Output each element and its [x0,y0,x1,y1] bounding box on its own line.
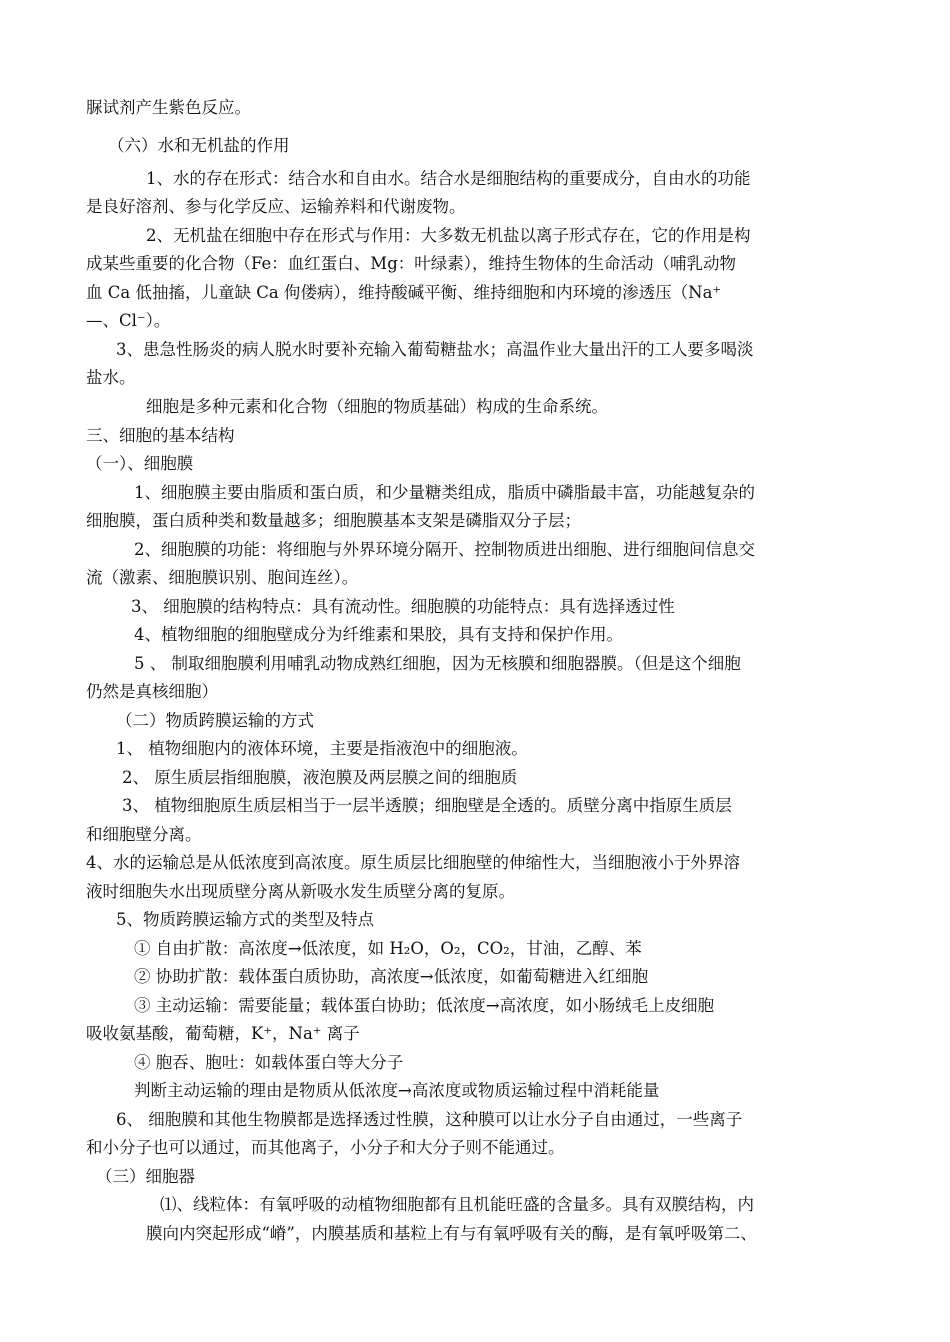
text-line: ⑴、线粒体：有氧呼吸的动植物细胞都有且机能旺盛的含量多。具有双膜结构，内 [160,1195,754,1214]
section-heading: （一）、细胞膜 [86,454,194,473]
text-line: 1、 植物细胞内的液体环境，主要是指液泡中的细胞液。 [116,739,528,758]
text-line: 1、水的存在形式：结合水和自由水。结合水是细胞结构的重要成分，自由水的功能 [146,169,751,188]
list-item: ③ 主动运输：需要能量；载体蛋白协助；低浓度→高浓度，如小肠绒毛上皮细胞 [134,996,715,1015]
text-line: 盐水。 [86,368,136,387]
text-line: 成某些重要的化合物（Fe：血红蛋白、Mg：叶绿素），维持生物体的生命活动（哺乳动物 [86,254,737,273]
list-item: ① 自由扩散：高浓度→低浓度，如 H₂O，O₂，CO₂，甘油，乙醇、苯 [134,939,642,958]
text-line: 脲试剂产生紫色反应。 [86,98,251,117]
text-line: 4、水的运输总是从低浓度到高浓度。原生质层比细胞壁的伸缩性大，当细胞液小于外界溶 [86,853,740,872]
text-line: 判断主动运输的理由是物质从低浓度→高浓度或物质运输过程中消耗能量 [134,1081,660,1100]
text-line: 2、细胞膜的功能：将细胞与外界环境分隔开、控制物质进出细胞、进行细胞间信息交 [134,540,755,559]
text-line: 和细胞壁分离。 [86,825,202,844]
text-line: 吸收氨基酸，葡萄糖，K⁺，Na⁺ 离子 [86,1024,360,1043]
text-line: 和小分子也可以通过，而其他离子，小分子和大分子则不能通过。 [86,1138,565,1157]
section-heading: （二）物质跨膜运输的方式 [116,711,314,730]
text-line: —、Cl⁻）。 [86,311,171,330]
text-line: 血 Ca 低抽搐，儿童缺 Ca 佝偻病），维持酸碱平衡、维持细胞和内环境的渗透压（Na⁺ [86,283,722,302]
section-heading: （六）水和无机盐的作用 [108,136,290,155]
text-line: 细胞是多种元素和化合物（细胞的物质基础）构成的生命系统。 [146,397,608,416]
text-line: 5 、 制取细胞膜利用哺乳动物成熟红细胞，因为无核膜和细胞器膜。（但是这个细胞 [134,654,741,673]
text-line: 细胞膜，蛋白质种类和数量越多；细胞膜基本支架是磷脂双分子层； [86,511,581,530]
text-line: 液时细胞失水出现质壁分离从新吸水发生质壁分离的复原。 [86,882,515,901]
text-line: 5、物质跨膜运输方式的类型及特点 [116,910,374,929]
text-line: 3、 细胞膜的结构特点：具有流动性。细胞膜的功能特点：具有选择透过性 [131,597,675,616]
text-line: 是良好溶剂、参与化学反应、运输养料和代谢废物。 [86,197,466,216]
text-line: 膜向内突起形成“嵴”，内膜基质和基粒上有与有氧呼吸有关的酶，是有氧呼吸第二、 [146,1224,757,1243]
list-item: ④ 胞吞、胞吐：如载体蛋白等大分子 [134,1053,404,1072]
text-line: 4、植物细胞的细胞壁成分为纤维素和果胶，具有支持和保护作用。 [134,625,623,644]
text-line: 2、 原生质层指细胞膜，液泡膜及两层膜之间的细胞质 [122,768,518,787]
section-heading: 三、细胞的基本结构 [86,426,235,445]
text-line: 6、 细胞膜和其他生物膜都是选择透过性膜，这种膜可以让水分子自由通过，一些离子 [116,1110,743,1129]
text-line: 2、无机盐在细胞中存在形式与作用：大多数无机盐以离子形式存在，它的作用是构 [146,226,751,245]
list-item: ② 协助扩散：载体蛋白质协助，高浓度→低浓度，如葡萄糖进入红细胞 [134,967,649,986]
text-line: 3、 植物细胞原生质层相当于一层半透膜；细胞壁是全透的。质壁分离中指原生质层 [122,796,732,815]
text-line: 3、患急性肠炎的病人脱水时要补充输入葡萄糖盐水；高温作业大量出汗的工人要多喝淡 [116,340,754,359]
text-line: 流（激素、细胞膜识别、胞间连丝）。 [86,568,359,587]
text-line: 1、细胞膜主要由脂质和蛋白质，和少量糖类组成，脂质中磷脂最丰富，功能越复杂的 [134,483,755,502]
text-line: 仍然是真核细胞） [86,682,218,701]
section-heading: （三）细胞器 [96,1167,195,1186]
